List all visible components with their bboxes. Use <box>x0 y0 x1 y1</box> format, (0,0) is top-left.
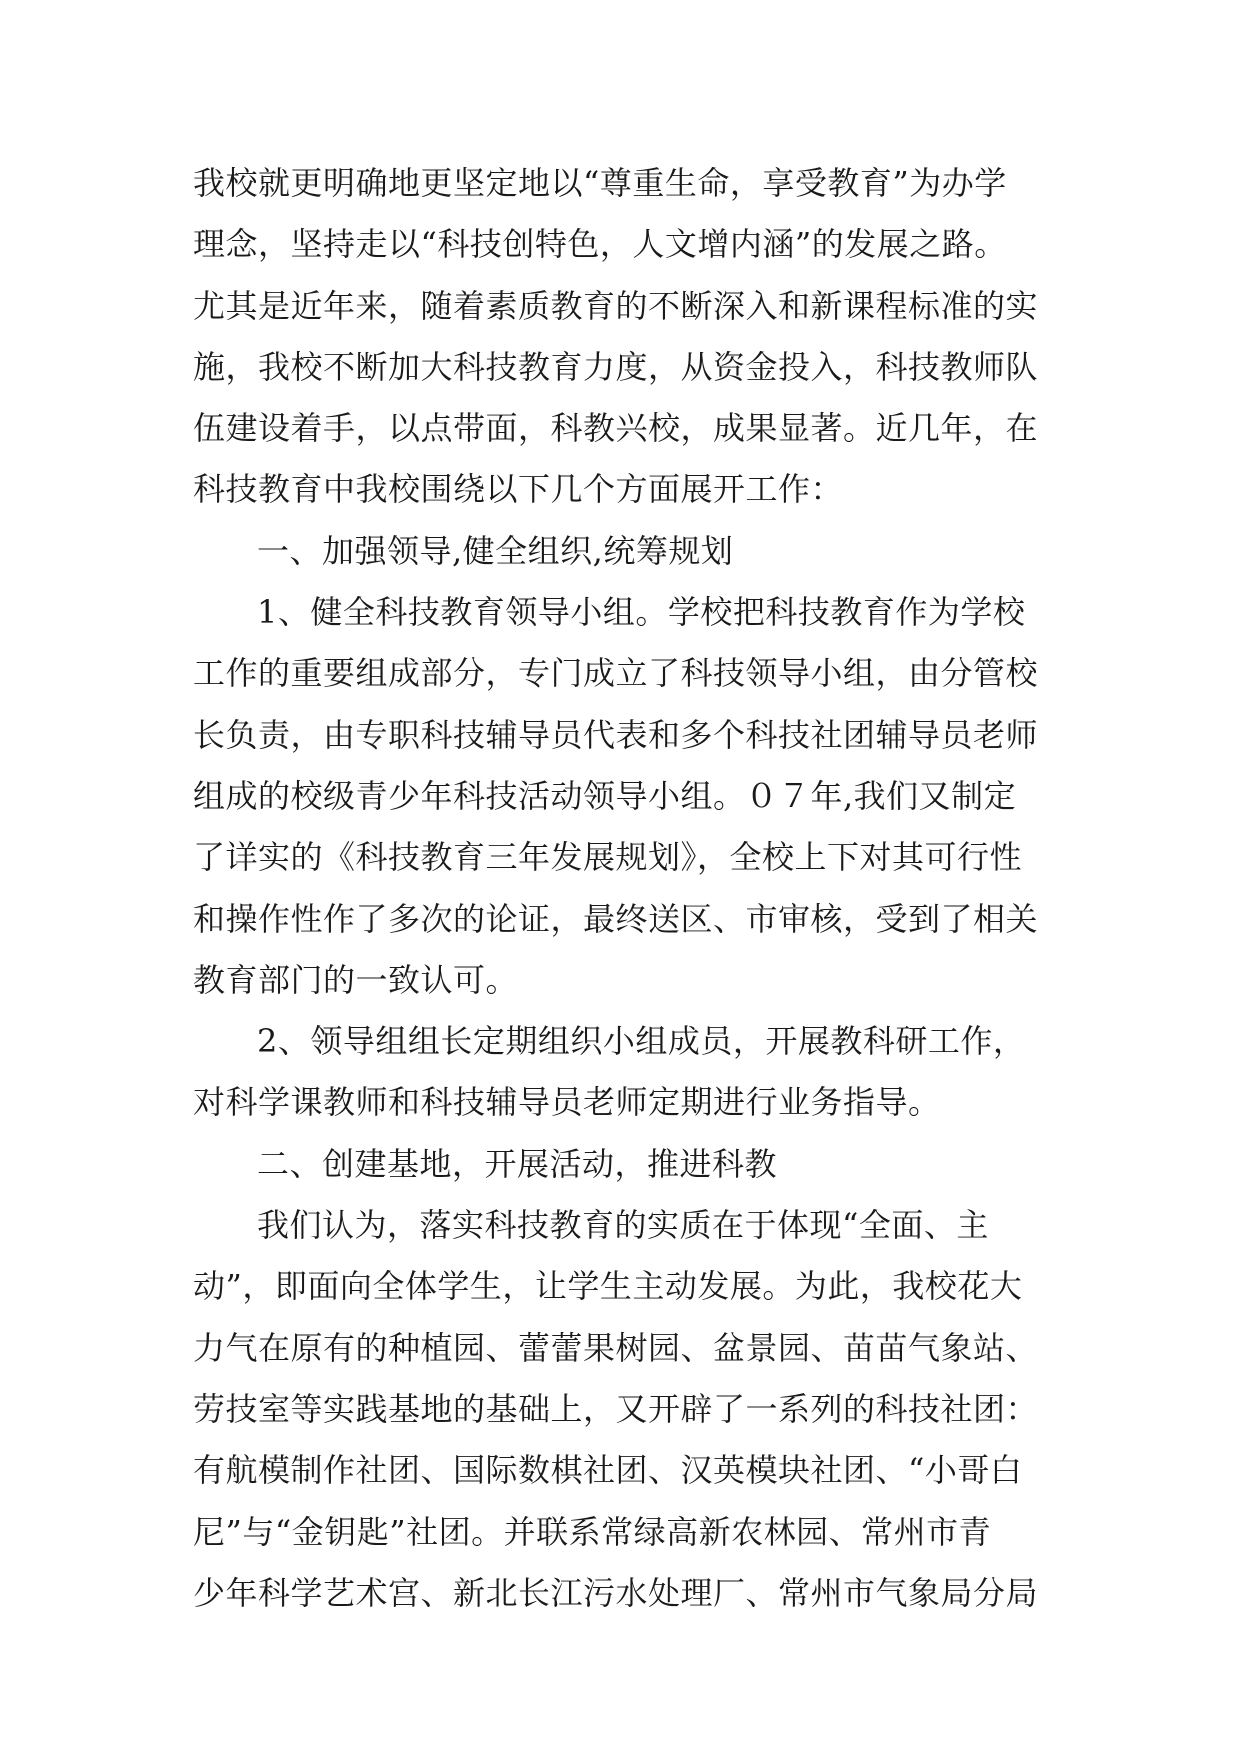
text-line: 施，我校不断加大科技教育力度，从资金投入，科技教师队 <box>193 347 1039 386</box>
text-line: 伍建设着手，以点带面，科教兴校，成果显著。近几年，在 <box>193 409 1039 448</box>
text-line: 理念，坚持走以“科技创特色，人文增内涵”的发展之路。 <box>193 225 1007 264</box>
text-line: 科技教育中我校围绕以下几个方面展开工作： <box>193 470 844 509</box>
text-line: 和操作性作了多次的论证，最终送区、市审核，受到了相关 <box>193 899 1039 938</box>
text-line: 组成的校级青少年科技活动领导小组。０７年,我们又制定 <box>193 776 1017 815</box>
text-line: 工作的重要组成部分，专门成立了科技领导小组，由分管校 <box>193 654 1039 693</box>
text-line: 我们认为，落实科技教育的实质在于体现“全面、主 <box>257 1206 989 1245</box>
section-heading: 一、加强领导,健全组织,统筹规划 <box>257 531 734 570</box>
document-body <box>193 153 1053 1624</box>
text-line: 少年科学艺术宫、新北长江污水处理厂、常州市气象局分局 <box>193 1573 1039 1612</box>
text-line: 劳技室等实践基地的基础上，又开辟了一系列的科技社团： <box>193 1389 1039 1428</box>
section-heading: 二、创建基地，开展活动，推进科教 <box>257 1144 778 1183</box>
text-line: 尼”与“金钥匙”社团。并联系常绿高新农林园、常州市青 <box>193 1512 992 1551</box>
text-line: 长负责，由专职科技辅导员代表和多个科技社团辅导员老师 <box>193 715 1039 754</box>
text-line: 我校就更明确地更坚定地以“尊重生命，享受教育”为办学 <box>193 164 1007 202</box>
text-line: 对科学课教师和科技辅导员老师定期进行业务指导。 <box>193 1083 941 1122</box>
text-line: 2、领导组组长定期组织小组成员，开展教科研工作， <box>257 1022 1026 1061</box>
text-line: 教育部门的一致认可。 <box>193 960 519 999</box>
text-line: 力气在原有的种植园、蕾蕾果树园、盆景园、苗苗气象站、 <box>193 1328 1039 1367</box>
text-line: 1、健全科技教育领导小组。学校把科技教育作为学校 <box>257 593 1026 632</box>
text-line: 了详实的《科技教育三年发展规划》，全校上下对其可行性 <box>193 838 1023 877</box>
text-line: 有航模制作社团、国际数棋社团、汉英模块社团、“小哥白 <box>193 1451 1023 1490</box>
text-line: 尤其是近年来，随着素质教育的不断深入和新课程标准的实 <box>193 286 1039 325</box>
text-line: 动”，即面向全体学生，让学生主动发展。为此，我校花大 <box>193 1267 1023 1306</box>
